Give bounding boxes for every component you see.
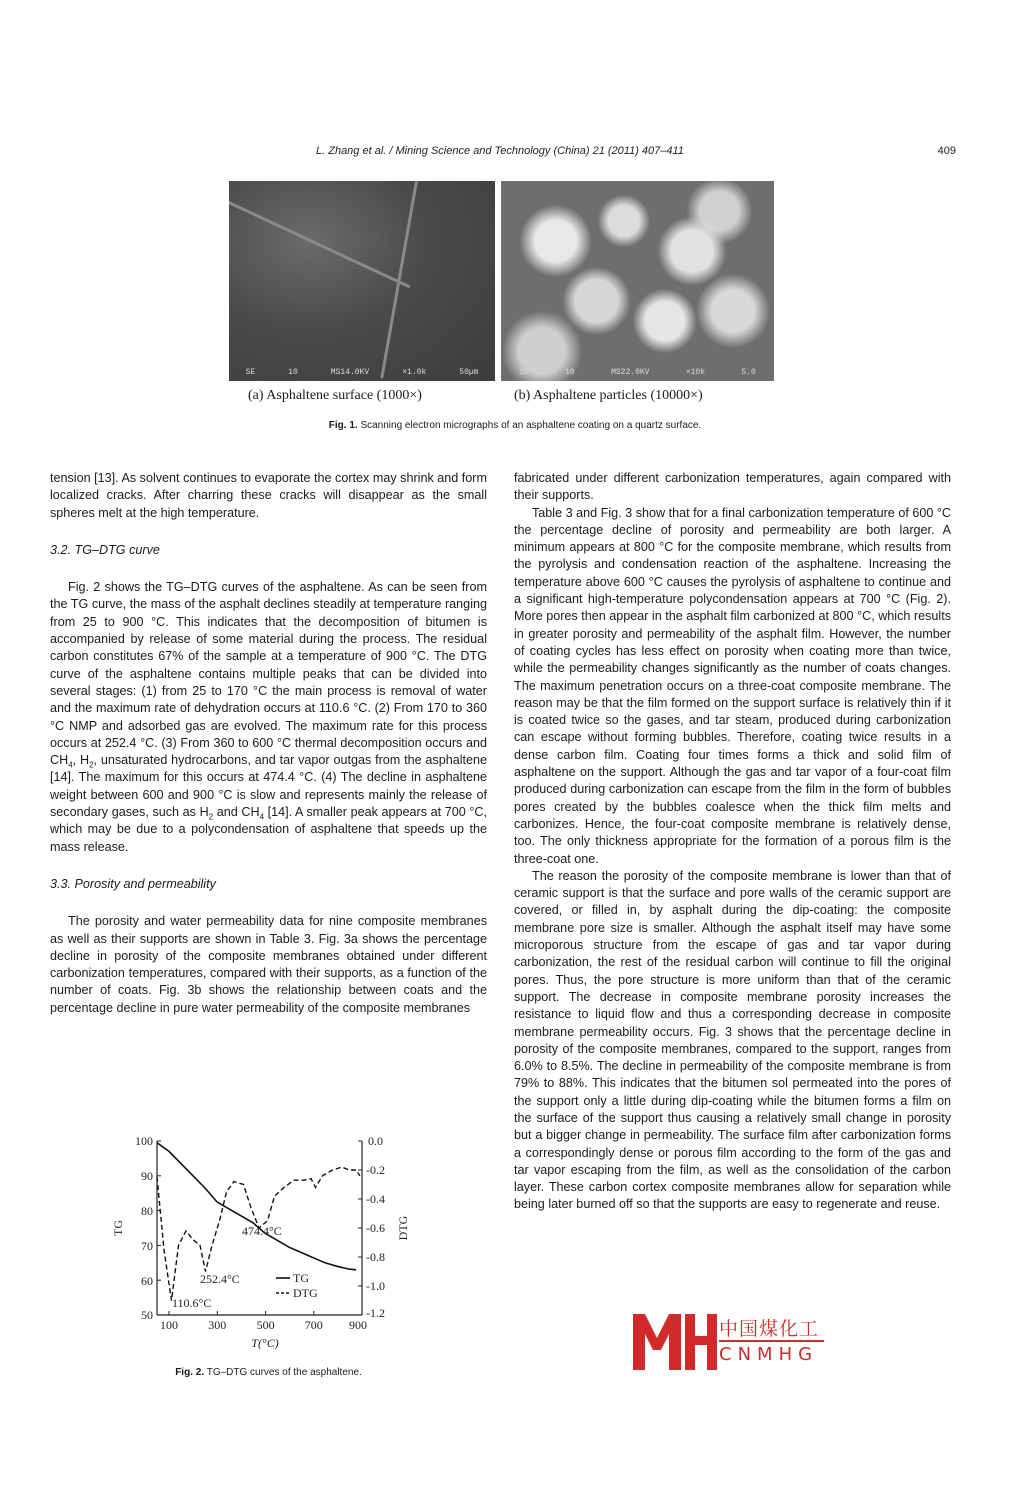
svg-text:300: 300 — [208, 1318, 227, 1332]
svg-text:500: 500 — [256, 1318, 275, 1332]
sem-micrograph-particles — [501, 181, 774, 381]
left-axis-label: TG — [111, 1220, 125, 1236]
watermark-latin-text: CNMHG — [719, 1344, 819, 1365]
subfigure-b-label: (b) Asphaltene particles (10000×) — [514, 388, 703, 403]
svg-text:70: 70 — [141, 1239, 153, 1253]
paragraph: Fig. 2 shows the TG–DTG curves of the asphaltene. As can be seen from the TG curve, the mass of the asphalt declines steadily at temperature ranging from 25 to 900 °C. This indicates that the decomposition of bitumen is accompanied by release of some material during the process. The residual carbon constitutes 67% of the sample at a temperature of 900 °C. The DTG curve of the asphaltene contains multiple peaks that can be divided into several stages: (1) from 25 to 170 °C the main process is removal of water and the maximum rate of dehydration occurs at 110.6 °C. (2) From 170 to 360 °C NMP and adsorbed gas are evolved. The maximum rate for this process occurs at 252.4 °C. (3) From 360 to 600 °C thermal decomposition occurs and $CH_4$, $H_2$, unsaturated hydrocarbons, and tar vapor outgas from the asphaltene [14]. The maximum for this occurs at 474.4 °C. (4) The decline in asphaltene weight between 600 and 900 °C is slow and represents mainly the release of secondary gases, such as $H_2$ and $CH_4$ [14]. A smaller peak appears at 700 °C, which may be due to a polycondensation of asphaltene that speeds up the mass release. — [50, 580, 488, 854]
svg-text:80: 80 — [141, 1204, 153, 1218]
watermark-divider — [719, 1340, 824, 1342]
x-axis-label: T(°C) — [251, 1336, 279, 1350]
svg-text:50: 50 — [141, 1308, 153, 1322]
running-header — [316, 145, 956, 157]
tg-series-line — [157, 1143, 356, 1270]
right-axis-label: DTG — [396, 1215, 410, 1241]
svg-text:-0.2: -0.2 — [366, 1163, 385, 1177]
svg-text:-1.0: -1.0 — [366, 1279, 385, 1293]
svg-text:100: 100 — [160, 1318, 178, 1332]
running-title: L. Zhang et al. / Mining Science and Technology (China) 21 (2011) 407–411 — [316, 145, 684, 157]
svg-text:60: 60 — [141, 1274, 153, 1288]
svg-text:900: 900 — [349, 1318, 367, 1332]
section-heading-3-3: 3.3. Porosity and permeability — [50, 876, 216, 891]
paragraph: tension [13]. As solvent continues to evaporate the cortex may shrink and form localized cracks. After charring these cracks will disappear as the small spheres melt at the high temperature. — [50, 471, 487, 520]
annotation-110-6: 110.6°C — [172, 1296, 212, 1310]
subfigure-a-label: (a) Asphaltene surface (1000×) — [248, 388, 422, 403]
paragraph: The porosity and water permeability data for nine composite membranes as well as their supports are shown in Table 3. Fig. 3a shows the percentage decline in porosity of the composite membranes obtained under different carbonization temperatures, compared with their supports, as a function of the number of coats. Fig. 3b shows the relationship between coats and the percentage decline in pure water permeability of the composite membranes — [50, 914, 487, 1015]
x-axis-ticks — [160, 1311, 367, 1332]
micrograph-a-info-bar: SE 10 MS14.0KV ×1.0k 50µm — [245, 367, 479, 377]
svg-text:100: 100 — [135, 1134, 153, 1148]
figure-2-chart — [100, 1125, 430, 1385]
chart-legend — [276, 1271, 318, 1300]
tg-dtg-chart — [100, 1125, 430, 1385]
watermark-chinese-text: 中国煤化工 — [719, 1318, 820, 1340]
svg-text:DTG: DTG — [293, 1286, 318, 1300]
svg-text:-1.2: -1.2 — [366, 1306, 385, 1320]
svg-text:-0.8: -0.8 — [366, 1250, 385, 1264]
micrograph-b-info-bar: SE 10 MS22.0KV ×10k 5.0 — [519, 367, 756, 377]
svg-text:90: 90 — [141, 1169, 153, 1183]
figure-2-caption: Fig. 2. TG–DTG curves of the asphaltene. — [175, 1367, 362, 1378]
paragraph: The reason the porosity of the composite membrane is lower than that of ceramic support is that the surface and pore walls of the ceramic support are covered, or filled in, by asphalt during the dip-coating: the composite membrane pore size is smaller. Although the asphalt itself may have some microporous structure from the escape of gas and tar vapor during carbonization, the rest of the residual carbon will continue to fill the original pores. Thus, the pore structure is more uniform than that of the ceramic support. The decrease in composite membrane porosity increases the resistance to liquid flow and thus a corresponding decrease in composite membrane permeability occurs. Fig. 3 shows that the percentage decline in porosity of the composite membranes, compared to the support, ranges from 6.0% to 8.5%. The decline in permeability of the composite membrane is from 79% to 88%. This indicates that the bitumen sol permeated into the pores of the support only a little during dip-coating while the bitumen forms a film on the surface of the support thus causing a relatively small change in porosity but a bigger change in permeability. The surface film after carbonization forms a correspondingly dense or porous film according to the form of the gas and tar vapor escaping from the film, as well as the consolidation of the carbon layer. These carbon cortex composite membranes allow for separation while being later burned off so that the supports are easy to regenerate and reuse. — [514, 868, 951, 1212]
sem-micrograph-surface — [229, 181, 495, 381]
right-column — [514, 470, 951, 1214]
left-column — [50, 470, 487, 1017]
paragraph: fabricated under different carbonization temperatures, again compared with their supports. — [514, 471, 951, 503]
cnmhg-logo-icon — [631, 1312, 717, 1372]
annotation-474-4: 474.4°C — [242, 1224, 282, 1238]
annotation-252-4: 252.4°C — [200, 1272, 240, 1286]
svg-text:-0.4: -0.4 — [366, 1192, 385, 1206]
svg-text:TG: TG — [293, 1271, 309, 1285]
svg-text:0.0: 0.0 — [368, 1134, 383, 1148]
svg-text:-0.6: -0.6 — [366, 1221, 385, 1235]
page-number: 409 — [937, 145, 956, 157]
paragraph: Table 3 and Fig. 3 show that for a final carbonization temperature of 600 °C the percentage decline of porosity and permeability are both larger. A minimum appears at 800 °C for the composite membrane, which results from the pyrolysis and condensation reaction of the asphaltene. Increasing the temperature above 600 °C causes the pyrolysis of asphaltene to continue and a significant high-temperature polycondensation appears at 700 °C (Fig. 2). More pores then appear in the asphalt film carbonized at 800 °C, which results in greater porosity and permeability of the asphalt film. However, the number of coating cycles has less effect on porosity when coating more than twice, while the permeability changes significantly as the number of coats changes. The maximum penetration occurs on a three-coat composite membrane. The reason may be that the film formed on the support surface is relatively thin if it is coated twice so the gases, and tar steam, produced during carbonization can escape without forming bubbles. Therefore, coating twice results in a dense carbon film. Coating four times forms a thick and solid film of asphaltene on the support. Although the gas and tar vapor of a four-coat film produced during carbonization can escape from the film in the form of bubbles pores created by the bubbles coalesce when the thick film melts and carbonizes. Hence, the four-coat composite membrane is relatively dense, too. The only thickness appropriate for the formation of a porous film is the three-coat one. — [514, 505, 951, 866]
svg-text:700: 700 — [304, 1318, 323, 1332]
cnmhg-watermark — [631, 1312, 824, 1372]
figure-1-caption: Fig. 1. Scanning electron micrographs of an asphaltene coating on a quartz surface. — [328, 420, 702, 431]
section-heading-3-2: 3.2. TG–DTG curve — [50, 542, 160, 557]
